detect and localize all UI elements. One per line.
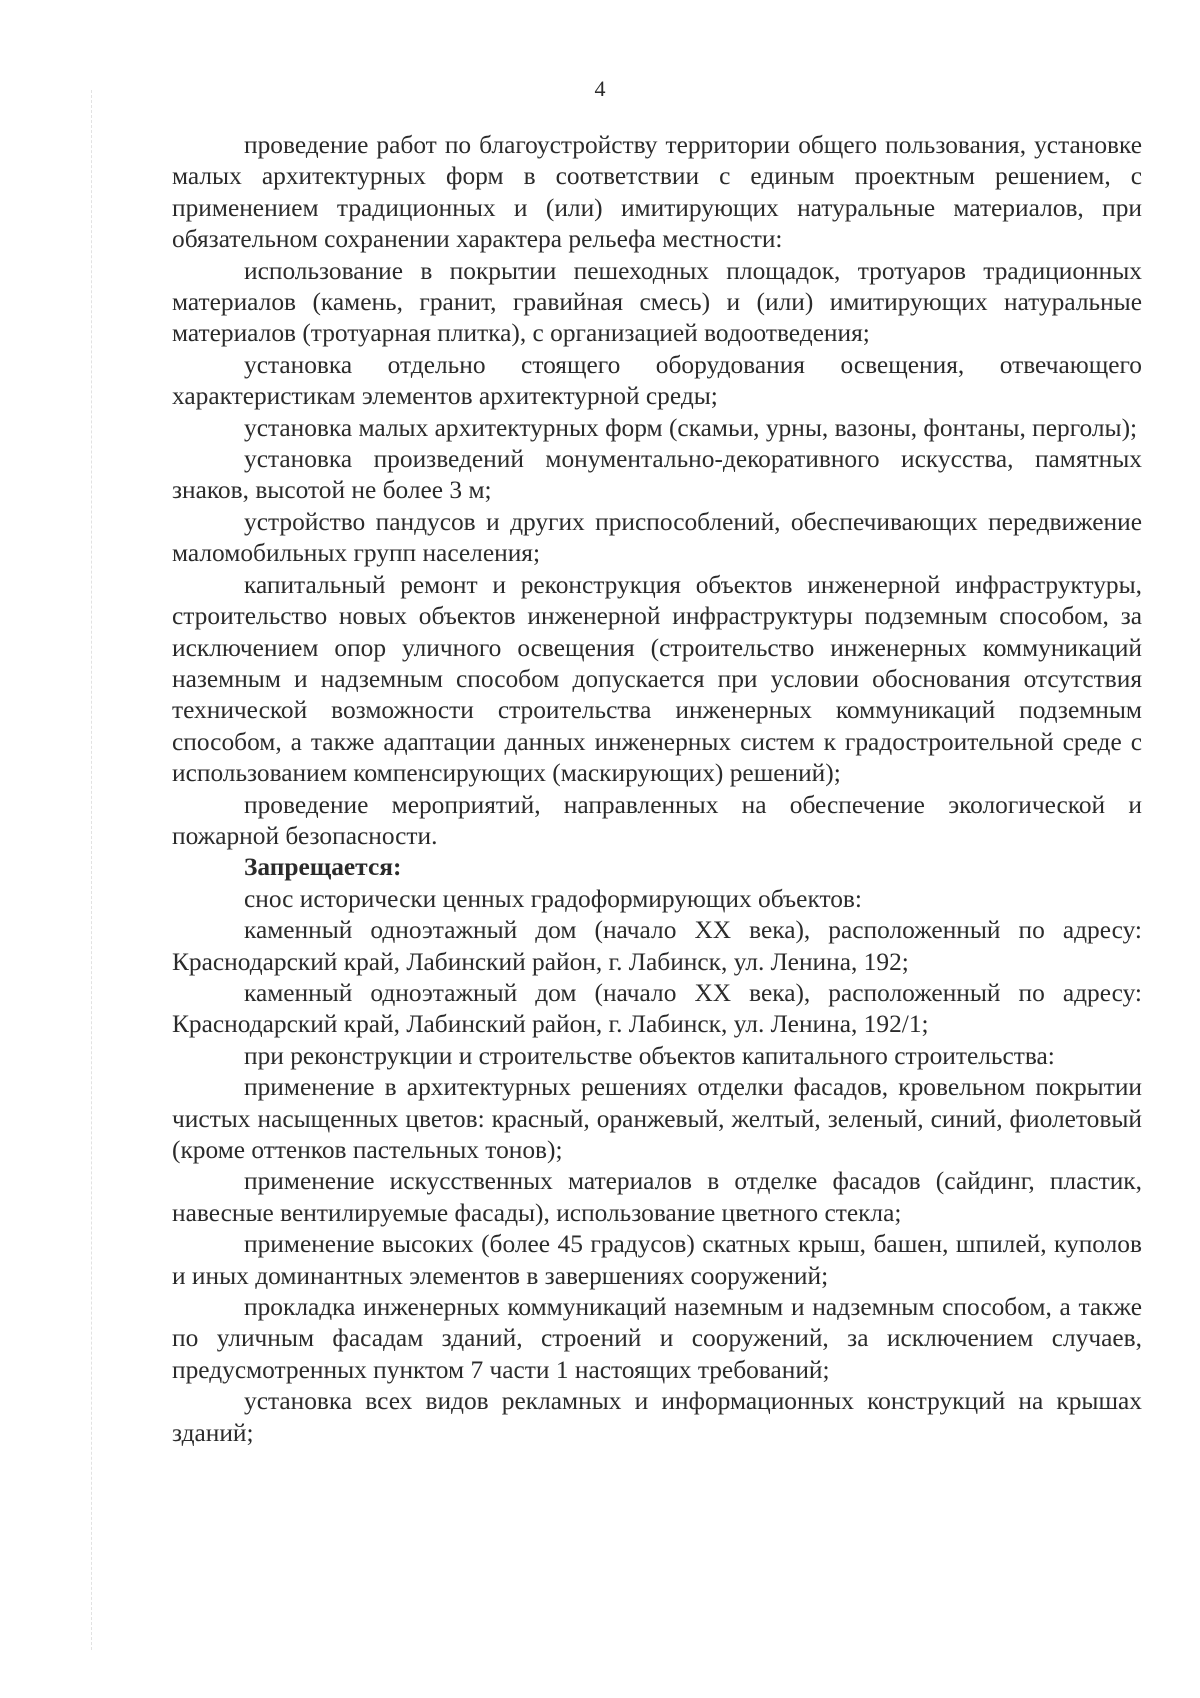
paragraph: применение искусственных материалов в отделке фасадов (сайдинг, пластик, навесные вентилируемые фасады), использование цветного стекла;: [172, 1167, 1142, 1227]
paragraph: устройство пандусов и других приспособлений, обеспечивающих передвижение маломобильных групп населения;: [172, 507, 1142, 568]
paragraph: проведение мероприятий, направленных на обеспечение экологической и пожарной безопасности.: [172, 790, 1142, 850]
paragraph: при реконструкции и строительстве объектов капитального строительства:: [244, 1041, 1055, 1070]
paragraph: каменный одноэтажный дом (начало XX века), расположенный по адресу: Краснодарский край, Лабинский район, г. Лабинск, ул. Ленина, 192;: [172, 916, 1142, 976]
paragraph: установка произведений монументально-декоративного искусства, памятных знаков, высотой не более 3 м;: [172, 445, 1142, 505]
paragraph: снос исторически ценных градоформирующих объектов:: [244, 884, 862, 913]
paragraph: установка отдельно стоящего оборудования освещения, отвечающего характеристикам элементов архитектурной среды;: [172, 350, 1142, 411]
paragraph: установка малых архитектурных форм (скамьи, урны, вазоны, фонтаны, перголы);: [244, 413, 1138, 442]
paragraph: применение в архитектурных решениях отделки фасадов, кровельном покрытии чистых насыщенных цветов: красный, оранжевый, желтый, зеленый, синий, фиолетовый (кроме оттенков пастельных тонов);: [172, 1073, 1142, 1164]
paragraph: прокладка инженерных коммуникаций наземным и надземным способом, а также по уличным фасадам зданий, строений и сооружений, за исключением случаев, предусмотренных пунктом 7 части 1 настоящих требований;: [172, 1293, 1142, 1384]
page-number: 4: [594, 76, 606, 101]
paragraph: установка всех видов рекламных и информационных конструкций на крышах зданий;: [172, 1387, 1142, 1447]
paragraph: каменный одноэтажный дом (начало XX века), расположенный по адресу: Краснодарский край, Лабинский район, г. Лабинск, ул. Ленина, 192/1;: [172, 978, 1142, 1039]
paragraph: использование в покрытии пешеходных площадок, тротуаров традиционных материалов (камень, гранит, гравийная смесь) и (или) имитирующих натуральные материалов (тротуарная плитка), с организацией водоотведения;: [172, 256, 1142, 348]
paragraph: проведение работ по благоустройству территории общего пользования, установке малых архитектурных форм в соответствии с единым проектным решением, с применением традиционных и (или) имитирующих натуральные материалов, при обязательном сохранении характера рельефа местности:: [172, 131, 1142, 254]
section-heading: Запрещается:: [244, 853, 402, 882]
paragraph: капитальный ремонт и реконструкция объектов инженерной инфраструктуры, строительство новых объектов инженерной инфраструктуры подземным способом, за исключением опор уличного освещения (строительство инженерных коммуникаций наземным и надземным способом допускается при условии обоснования отсутствия технической возможности строительства инженерных коммуникаций подземным способом, а также адаптации данных инженерных систем к градостроительной среде с использованием компенсирующих (маскирующих) решений);: [172, 570, 1142, 788]
paragraph: применение высоких (более 45 градусов) скатных крыш, башен, шпилей, куполов и иных доминантных элементов в завершениях сооружений;: [172, 1230, 1142, 1290]
document-body: [172, 130, 1142, 1449]
scan-margin-line: [91, 90, 92, 1650]
